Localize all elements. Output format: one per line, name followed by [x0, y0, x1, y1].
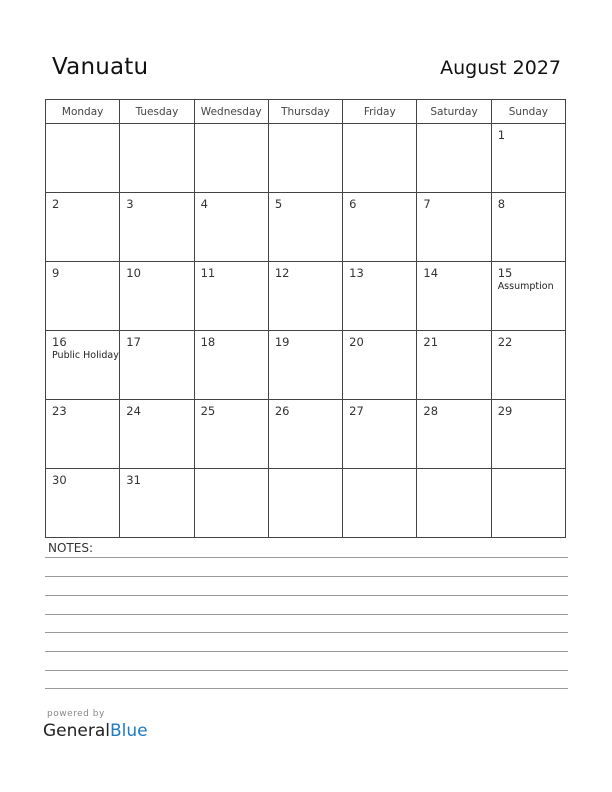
calendar-grid [45, 99, 566, 538]
week-row [46, 262, 566, 331]
day-cell [46, 262, 120, 331]
day-cell [194, 193, 268, 262]
day-cell [46, 124, 120, 193]
day-number: 12 [274, 266, 290, 280]
day-number: 24 [126, 404, 141, 418]
weekday-thursday: Thursday [268, 100, 342, 124]
weekday-saturday: Saturday [417, 100, 491, 124]
day-cell [46, 193, 120, 262]
day-cell [120, 469, 194, 538]
day-number: 5 [274, 197, 283, 211]
day-cell [46, 331, 120, 400]
day-cell [343, 400, 417, 469]
notes-line [45, 632, 568, 633]
day-number: 19 [274, 335, 290, 349]
day-cell [194, 262, 268, 331]
day-number: 22 [497, 335, 513, 349]
country-title: Vanuatu [52, 54, 149, 80]
holiday-label: Public Holiday [52, 350, 119, 361]
day-cell [120, 193, 194, 262]
notes-line [45, 688, 568, 689]
weekday-header-row [46, 100, 566, 124]
day-number: 28 [423, 404, 439, 418]
day-cell [194, 400, 268, 469]
day-number: 25 [200, 404, 216, 418]
day-number: 6 [349, 197, 357, 211]
day-cell [120, 262, 194, 331]
day-cell [491, 124, 565, 193]
day-cell [268, 124, 342, 193]
notes-line [45, 651, 568, 652]
day-number: 29 [497, 404, 513, 418]
day-cell [491, 400, 565, 469]
day-cell [46, 469, 120, 538]
day-number: 23 [52, 404, 67, 418]
weekday-wednesday: Wednesday [194, 100, 268, 124]
day-cell [343, 262, 417, 331]
day-number: 30 [52, 473, 67, 487]
week-row [46, 124, 566, 193]
holiday-label: Assumption [497, 281, 554, 292]
notes-line [45, 595, 568, 596]
day-cell [417, 262, 491, 331]
week-row [46, 331, 566, 400]
day-cell [268, 469, 342, 538]
day-cell [268, 400, 342, 469]
day-number: 13 [349, 266, 364, 280]
day-number: 21 [423, 335, 439, 349]
day-number: 31 [126, 473, 141, 487]
day-number: 20 [349, 335, 364, 349]
day-cell [491, 469, 565, 538]
weekday-tuesday: Tuesday [120, 100, 194, 124]
day-number: 10 [126, 266, 141, 280]
day-cell [417, 193, 491, 262]
day-cell [343, 331, 417, 400]
day-number: 3 [126, 197, 134, 211]
brand-general: General [43, 721, 110, 741]
day-cell [417, 124, 491, 193]
notes-line [45, 576, 568, 577]
day-number: 26 [274, 404, 290, 418]
day-cell [491, 262, 565, 331]
day-cell [343, 193, 417, 262]
day-number: 11 [200, 266, 216, 280]
notes-line [45, 614, 568, 615]
day-cell [268, 262, 342, 331]
day-cell [46, 400, 120, 469]
generalblue-logo[interactable] [43, 721, 148, 741]
notes-line [45, 670, 568, 671]
day-cell [120, 331, 194, 400]
day-cell [417, 469, 491, 538]
day-cell [120, 124, 194, 193]
day-number: 8 [497, 197, 506, 211]
week-row [46, 193, 566, 262]
day-cell [343, 124, 417, 193]
weekday-monday: Monday [46, 100, 120, 124]
day-cell [491, 331, 565, 400]
notes-line [45, 557, 568, 558]
week-row [46, 400, 566, 469]
day-cell [343, 469, 417, 538]
day-number: 15 [497, 266, 513, 280]
day-number: 2 [52, 197, 60, 211]
day-cell [194, 124, 268, 193]
weekday-friday: Friday [343, 100, 417, 124]
powered-by-text: powered by [47, 709, 105, 719]
day-number: 16 [52, 335, 67, 349]
day-number: 17 [126, 335, 141, 349]
month-year-title: August 2027 [440, 57, 561, 79]
day-number: 7 [423, 197, 431, 211]
brand-blue: Blue [110, 721, 148, 741]
day-cell [268, 193, 342, 262]
day-cell [268, 331, 342, 400]
day-number: 27 [349, 404, 364, 418]
notes-label: NOTES: [48, 541, 93, 555]
day-number: 14 [423, 266, 439, 280]
weekday-sunday: Sunday [491, 100, 565, 124]
day-cell [417, 331, 491, 400]
day-cell [194, 469, 268, 538]
week-row [46, 469, 566, 538]
day-number: 18 [200, 335, 216, 349]
day-number: 1 [497, 128, 506, 142]
day-cell [417, 400, 491, 469]
day-cell [491, 193, 565, 262]
day-number: 4 [200, 197, 208, 211]
day-cell [194, 331, 268, 400]
day-cell [120, 400, 194, 469]
day-number: 9 [52, 266, 60, 280]
